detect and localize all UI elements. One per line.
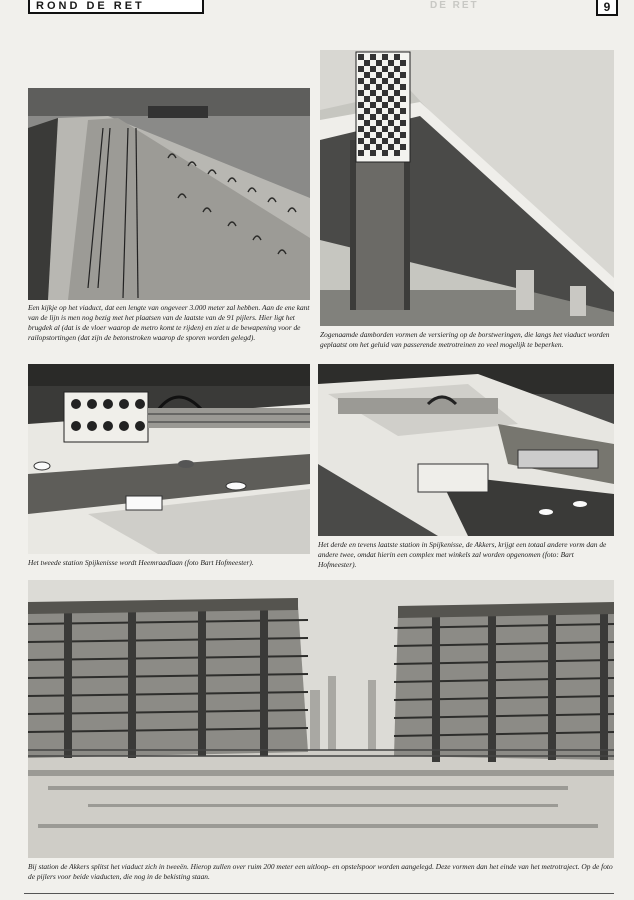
caption-viaduct-split: Bij station de Akkers splitst het viaduct zich in tweeën. Hierop zullen over ruim 200 meter een uitloop- en opstelspoor worden aangelegd. Deze vormen dan het einde van het metrotraject. Op de foto de pijlers voor beide viaducten, die nog in de bekisting staan. (28, 862, 613, 881)
bottom-rule (24, 893, 614, 894)
bleed-through-banner: DE RET (430, 0, 479, 11)
caption-viaduct-overview: Een kijkje op het viaduct, dat een lengte van ongeveer 3.000 meter zal hebben. Aan de ene kant van de lijn is men nog bezig met het plaatsen van de laatste van de 91 pijlers. Hier ligt het brugdek al (dat is de vloer waarop de metro komt te rijden) en ziet u de bewapening voor de railopstortingen (dat zijn de betonstroken waarop de sporen worden gelegd). (28, 303, 310, 342)
photo-model-heemraadlaan (28, 364, 310, 554)
masthead: ROND DE RET (28, 0, 204, 14)
photo-model-akkers (318, 364, 614, 536)
caption-damborden: Zogenaamde damborden vormen de versiering op de borstweringen, die langs het viaduct worden geplaatst om het geluid van passerende metrotreinen zo veel mogelijk te beperken. (320, 330, 610, 349)
photo-pillars-formwork (28, 580, 614, 858)
photo-viaduct-deck (28, 88, 310, 300)
page-number: 9 (596, 0, 618, 16)
caption-station-heemraadlaan: Het tweede station Spijkenisse wordt Heemraadlaan (foto Bart Hofmeester). (28, 558, 254, 567)
photo-viaduct-damborden (320, 50, 614, 326)
caption-station-akkers: Het derde en tevens laatste station in Spijkenisse, de Akkers, krijgt een totaal andere vorm dan de andere twee, omdat hierin een complex met winkels zal worden opgenomen (foto: Bart Hofmeester). (318, 540, 607, 569)
